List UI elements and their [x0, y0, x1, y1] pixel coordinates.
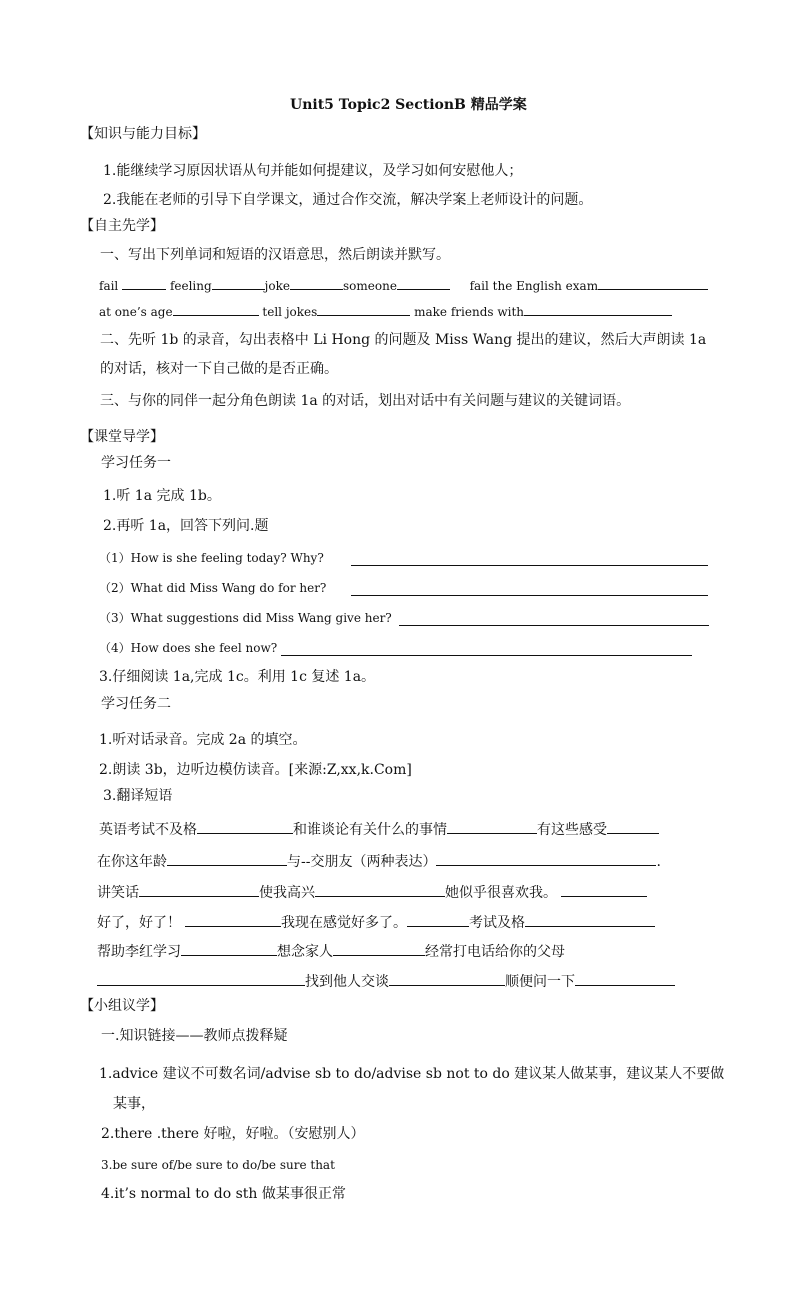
- answer-blank[interactable]: [351, 583, 708, 596]
- phrase-row: [99, 820, 659, 840]
- page-title: Unit5 Topic2 SectionB 精品学案: [290, 97, 527, 113]
- question-text: （3）What suggestions did Miss Wang give her?: [99, 611, 392, 625]
- phrase: 经常打电话给你的父母: [425, 944, 565, 960]
- phrase-row: 在你这年龄 与--交朋友（两种表达） .: [97, 854, 661, 870]
- phrase-row: [97, 883, 647, 903]
- vocab-word: at one’s age: [99, 305, 173, 319]
- blank-line[interactable]: [407, 914, 469, 927]
- question-row: [99, 638, 277, 658]
- blank-line[interactable]: [397, 277, 450, 290]
- blank-line[interactable]: [607, 821, 659, 834]
- phrase: 她似乎很喜欢我。: [445, 885, 557, 901]
- task-step: 1.听 1a 完成 1b。: [103, 488, 221, 504]
- vocab-word: tell jokes: [262, 305, 318, 319]
- question-row: [99, 578, 326, 598]
- question-text: （4）How does she feel now?: [99, 641, 278, 655]
- phrase: 考试及格: [469, 915, 525, 931]
- vocab-word: feeling: [169, 279, 212, 293]
- blank-line[interactable]: [290, 277, 343, 290]
- knowledge-point-cont: 某事，: [113, 1096, 155, 1112]
- blank-line[interactable]: [333, 943, 425, 956]
- task-two-label: 学习任务二: [101, 696, 171, 712]
- blank-line[interactable]: [167, 853, 287, 866]
- phrase: 我现在感觉好多了。: [281, 915, 407, 931]
- blank-line[interactable]: [122, 277, 166, 290]
- phrase: 想念家人: [277, 944, 333, 960]
- blank-line[interactable]: [598, 277, 708, 290]
- question-row: [99, 548, 324, 568]
- task-one-label: 学习任务一: [101, 455, 171, 471]
- phrase: 英语考试不及格: [99, 822, 197, 838]
- knowledge-point: 2.there .there 好啦，好啦。（安慰别人）: [101, 1126, 365, 1142]
- knowledge-point: 4.it’s normal to do sth 做某事很正常: [101, 1186, 346, 1202]
- blank-line[interactable]: [197, 821, 293, 834]
- self-study-task3: 三、与你的同伴一起分角色朗读 1a 的对话，划出对话中有关问题与建议的关键词语。: [100, 393, 631, 409]
- vocab-word: fail: [99, 279, 119, 293]
- phrase: 与--交朋友（两种表达）: [287, 854, 437, 870]
- vocab-word: fail the English exam: [469, 279, 599, 293]
- goal-item: 2.我能在老师的引导下自学课文，通过合作交流，解决学案上老师设计的问题。: [103, 192, 593, 208]
- knowledge-point: 3.be sure of/be sure to do/be sure that: [101, 1158, 335, 1172]
- phrase: 讲笑话: [97, 885, 139, 901]
- answer-blank[interactable]: [351, 553, 708, 566]
- vocab-word: joke: [264, 279, 290, 293]
- blank-line[interactable]: [561, 884, 647, 897]
- knowledge-point: 1.advice 建议不可数名词/advise sb to do/advise sb not to do 建议某人做某事，建议某人不要做: [99, 1066, 725, 1082]
- group-study-sub: 一.知识链接——教师点拨释疑: [101, 1028, 288, 1044]
- class-guide-heading: 【课堂导学】: [80, 429, 164, 445]
- answer-blank[interactable]: [399, 613, 709, 626]
- blank-line[interactable]: [436, 853, 656, 866]
- blank-line[interactable]: [447, 821, 537, 834]
- answer-blank[interactable]: [281, 643, 692, 656]
- phrase: 找到他人交谈: [305, 974, 389, 990]
- phrase: 有这些感受: [537, 822, 607, 838]
- question-text: （2）What did Miss Wang do for her?: [99, 581, 327, 595]
- blank-line[interactable]: [212, 277, 265, 290]
- vocab-word: make friends with: [414, 305, 525, 319]
- blank-line[interactable]: [525, 914, 655, 927]
- group-study-heading: 【小组议学】: [80, 998, 164, 1014]
- task-step: 3.翻译短语: [103, 788, 173, 804]
- goals-heading: 【知识与能力目标】: [80, 126, 206, 142]
- task-step: 2.再听 1a，回答下列问.题: [103, 518, 269, 534]
- blank-line[interactable]: [185, 914, 281, 927]
- phrase-row: [97, 913, 655, 933]
- question-row: [99, 608, 392, 628]
- vocab-word: someone: [343, 279, 397, 293]
- blank-line[interactable]: [139, 884, 259, 897]
- blank-line[interactable]: [524, 303, 672, 316]
- blank-line[interactable]: [97, 973, 305, 986]
- blank-line[interactable]: [173, 303, 259, 316]
- task-step: 3.仔细阅读 1a,完成 1c。利用 1c 复述 1a。: [99, 669, 376, 685]
- self-study-task1: 一、写出下列单词和短语的汉语意思，然后朗读并默写。: [100, 247, 450, 263]
- phrase: 在你这年龄: [97, 854, 167, 870]
- blank-line[interactable]: [389, 973, 505, 986]
- task-step: 1.听对话录音。完成 2a 的填空。: [99, 732, 307, 748]
- blank-line[interactable]: [575, 973, 675, 986]
- goal-item: 1.能继续学习原因状语从句并能如何提建议，及学习如何安慰他人；: [103, 163, 523, 179]
- phrase-row: [97, 942, 565, 962]
- vocab-row: [99, 276, 708, 296]
- blank-line[interactable]: [181, 943, 277, 956]
- task-step: 2.朗读 3b，边听边模仿读音。[来源:Z,xx,k.Com]: [99, 762, 412, 778]
- phrase: 好了，好了！: [97, 915, 181, 931]
- blank-line[interactable]: [315, 884, 445, 897]
- question-text: （1）How is she feeling today? Why?: [99, 551, 324, 565]
- phrase-row: [97, 972, 675, 992]
- phrase: 帮助李红学习: [97, 944, 181, 960]
- phrase: 和谁谈论有关什么的事情: [293, 822, 447, 838]
- vocab-row: [99, 302, 672, 322]
- phrase: 顺便问一下: [505, 974, 575, 990]
- self-study-task2: 二、先听 1b 的录音，勾出表格中 Li Hong 的问题及 Miss Wang 提出的建议，然后大声朗读 1a: [100, 332, 707, 348]
- blank-line[interactable]: [317, 303, 410, 316]
- self-study-task2-cont: 的对话，核对一下自己做的是否正确。: [100, 361, 338, 377]
- phrase: 使我高兴: [259, 885, 315, 901]
- self-study-heading: 【自主先学】: [80, 218, 164, 234]
